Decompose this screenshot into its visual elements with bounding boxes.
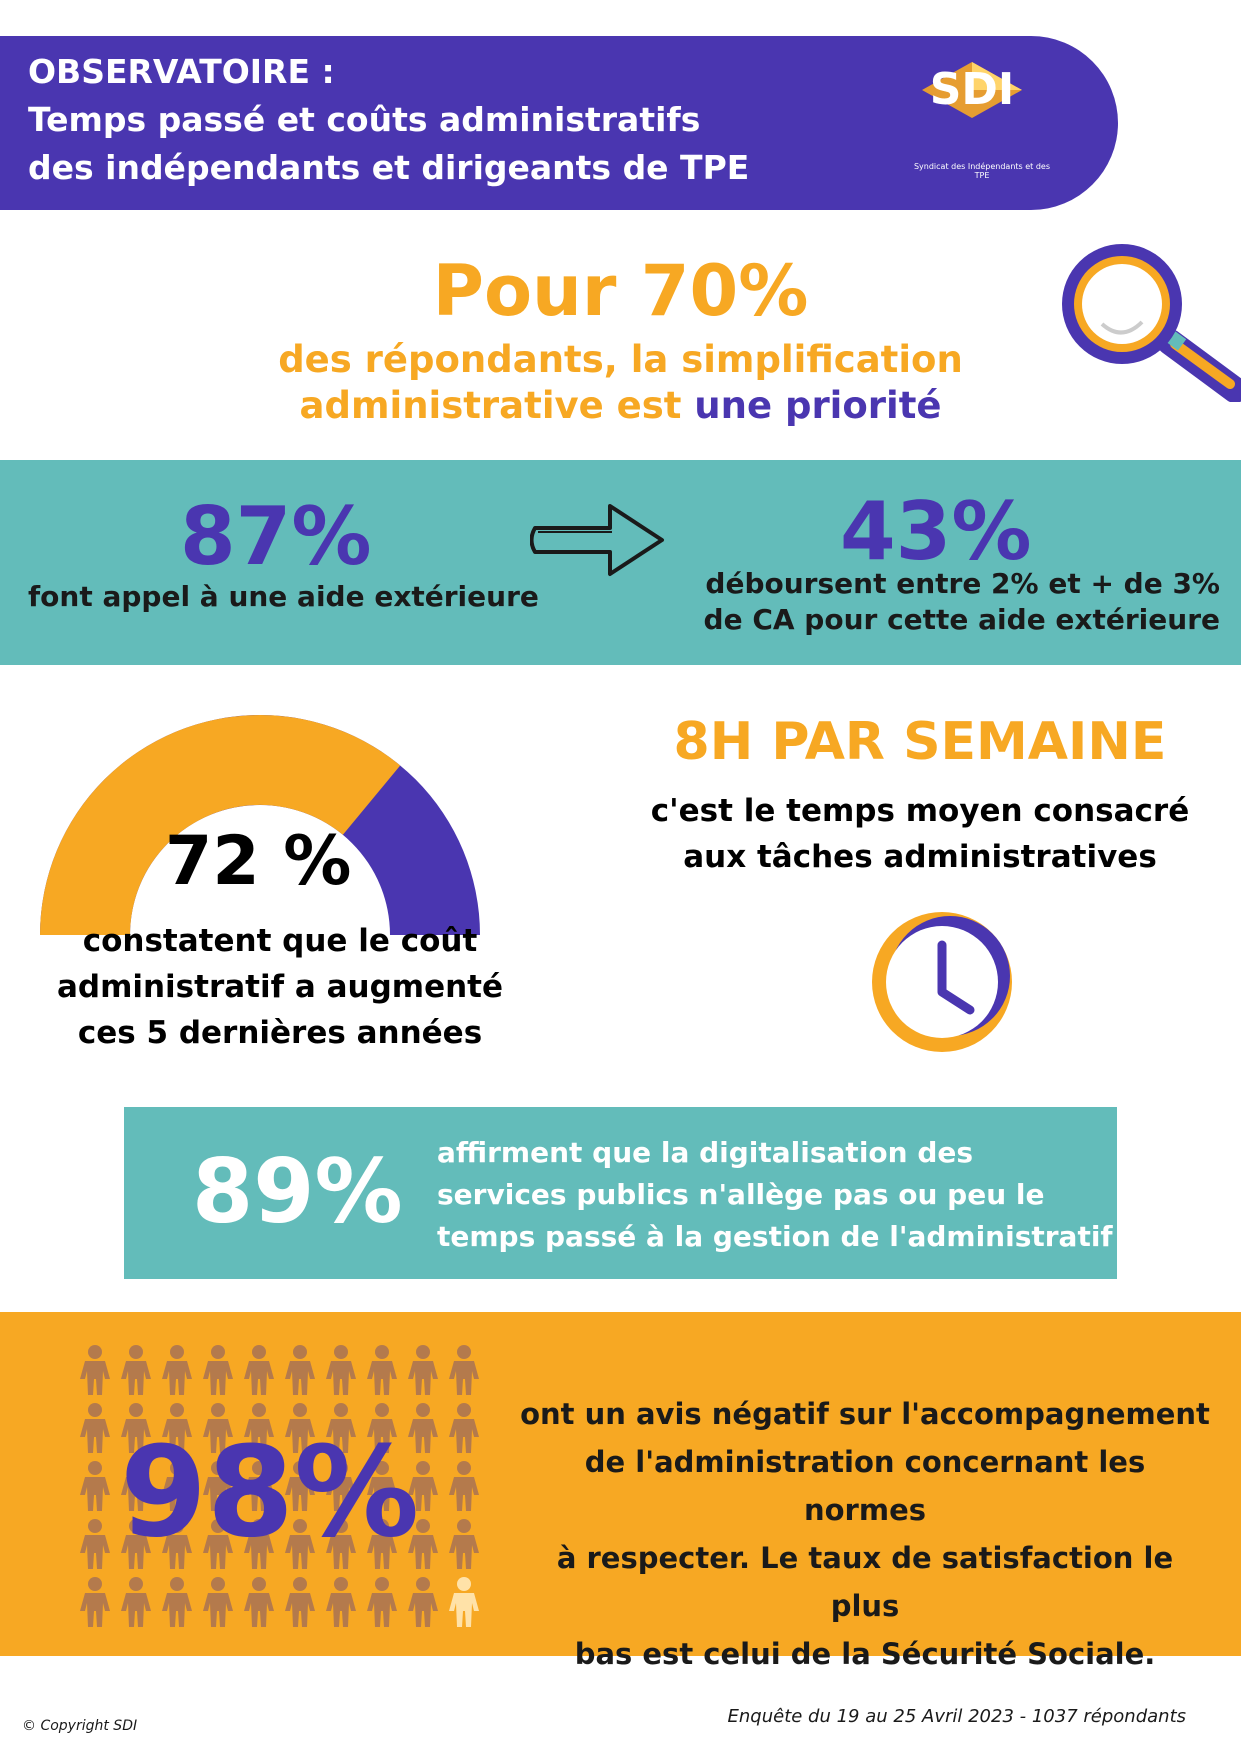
person-icon xyxy=(449,1345,479,1395)
stat-98-line1: ont un avis négatif sur l'accompagnement xyxy=(520,1397,1210,1431)
stat-43-value: 43% xyxy=(840,485,1032,578)
person-icon xyxy=(408,1577,438,1627)
stat-43-text xyxy=(660,566,1220,638)
person-icon xyxy=(326,1577,356,1627)
person-icon xyxy=(203,1577,233,1627)
stat-89-value: 89% xyxy=(192,1140,403,1243)
stat-72-line3: ces 5 dernières années xyxy=(77,1015,483,1051)
person-icon xyxy=(80,1519,110,1569)
person-icon xyxy=(449,1577,479,1627)
person-icon xyxy=(80,1461,110,1511)
person-icon xyxy=(367,1345,397,1395)
stat-87-text: font appel à une aide extérieure xyxy=(28,580,539,613)
person-icon xyxy=(80,1577,110,1627)
copyright: © Copyright SDI xyxy=(22,1718,138,1734)
logo-subtitle: Syndicat des Indépendants et des TPE xyxy=(913,162,1051,180)
header-title: OBSERVATOIRE : xyxy=(28,52,335,91)
logo-text: SDI xyxy=(929,64,1015,115)
logo-mark xyxy=(912,60,1052,120)
sdi-logo xyxy=(912,60,1062,180)
stat-98-line2: de l'administration concernant les normes xyxy=(584,1445,1146,1527)
person-icon xyxy=(285,1345,315,1395)
survey-info: Enquête du 19 au 25 Avril 2023 - 1037 répondants xyxy=(727,1706,1186,1727)
person-icon xyxy=(367,1577,397,1627)
arrow-right-icon xyxy=(530,500,670,580)
hours-text xyxy=(620,788,1220,880)
stat-98-line4: bas est celui de la Sécurité Sociale. xyxy=(574,1637,1156,1671)
intro-line2-prefix: administrative est xyxy=(299,384,695,427)
person-icon xyxy=(162,1345,192,1395)
person-icon xyxy=(449,1403,479,1453)
person-icon xyxy=(285,1577,315,1627)
stat-87-value: 87% xyxy=(180,490,372,583)
person-icon xyxy=(121,1345,151,1395)
person-icon xyxy=(244,1345,274,1395)
stat-98-value: 98% xyxy=(120,1420,420,1565)
hours-line2: aux tâches administratives xyxy=(683,839,1157,875)
stat-72-value: 72 % xyxy=(165,822,352,901)
person-icon xyxy=(203,1345,233,1395)
person-icon xyxy=(162,1577,192,1627)
intro-line1: des répondants, la simplification xyxy=(278,338,963,381)
stat-72-text xyxy=(20,918,540,1056)
person-icon xyxy=(80,1403,110,1453)
stat-98-line3: à respecter. Le taux de satisfaction le plus xyxy=(556,1541,1174,1623)
stat-89-line3: temps passé à la gestion de l'administratif xyxy=(437,1220,1113,1253)
person-icon xyxy=(449,1519,479,1569)
stat-43-line1: déboursent entre 2% et + de 3% xyxy=(705,567,1220,600)
intro-percent: Pour 70% xyxy=(432,250,809,332)
stat-43-line2: de CA pour cette aide extérieure xyxy=(703,603,1220,636)
stat-89-line2: services publics n'allège pas ou peu le xyxy=(437,1178,1045,1211)
person-icon xyxy=(121,1577,151,1627)
stat-89-line1: affirment que la digitalisation des xyxy=(437,1136,974,1169)
intro-line2-accent: une priorité xyxy=(694,384,942,427)
hours-title: 8H PAR SEMAINE xyxy=(673,712,1167,772)
header-subtitle-line1: Temps passé et coûts administratifs xyxy=(28,100,701,139)
stat-98-text xyxy=(520,1390,1210,1678)
header-subtitle-line2: des indépendants et dirigeants de TPE xyxy=(28,148,750,187)
magnifier-icon xyxy=(1050,242,1241,402)
person-icon xyxy=(408,1345,438,1395)
person-icon xyxy=(449,1461,479,1511)
person-icon xyxy=(326,1345,356,1395)
person-icon xyxy=(244,1577,274,1627)
stat-72-line2: administratif a augmenté xyxy=(56,969,504,1005)
stat-72-line1: constatent que le coût xyxy=(82,923,478,959)
stat-89-text xyxy=(437,1132,1113,1258)
person-icon xyxy=(80,1345,110,1395)
hours-line1: c'est le temps moyen consacré xyxy=(650,793,1190,829)
clock-icon xyxy=(862,900,1022,1060)
